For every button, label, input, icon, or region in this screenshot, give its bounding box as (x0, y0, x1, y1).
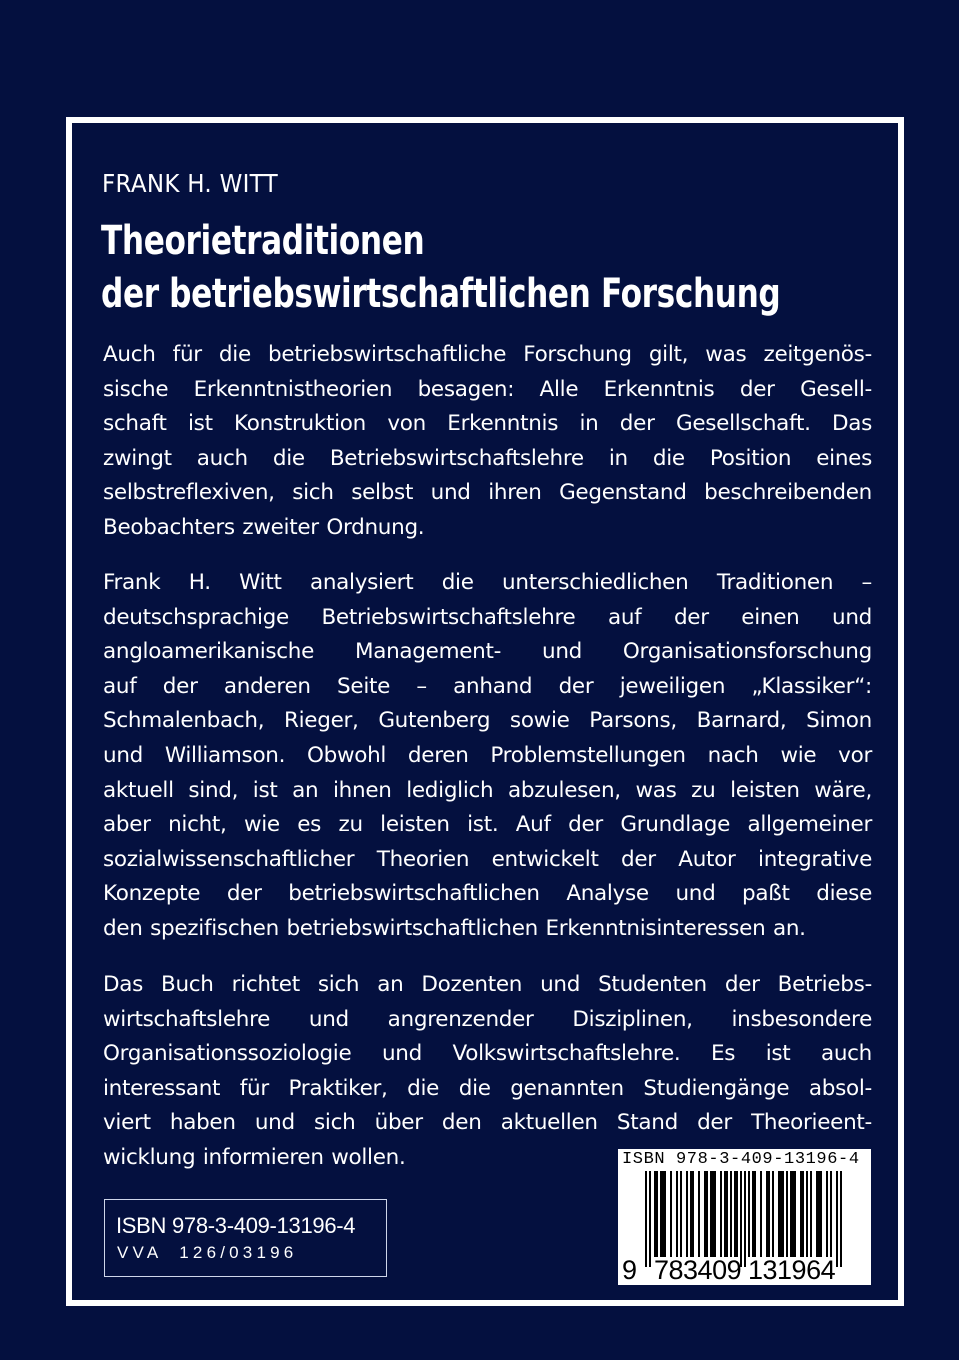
blurb-line: und Williamson. Obwohl deren Problemstellungen nach wie vor (103, 742, 872, 768)
title-line-1: Theorietraditionen (101, 218, 425, 264)
blurb-line: Beobachters zweiter Ordnung. (103, 514, 425, 540)
blurb-line: interessant für Praktiker, die die genannten Studiengänge absol- (103, 1075, 872, 1101)
blurb-line: wirtschaftslehre und angrenzender Disziplinen, insbesondere (103, 1006, 872, 1032)
blurb-line: aktuell sind, ist an ihnen lediglich abzulesen, was zu leisten wäre, (103, 777, 872, 803)
blurb-line: wicklung informieren wollen. (103, 1144, 406, 1170)
blurb-line: auf der anderen Seite – anhand der jeweiligen „Klassiker“: (103, 673, 872, 699)
barcode-digits-left: 783409 (654, 1255, 742, 1285)
blurb-line: Auch für die betriebswirtschaftliche Forschung gilt, was zeitgenös- (103, 342, 872, 367)
isbn-number: ISBN 978-3-409-13196-4 (116, 1213, 356, 1238)
blurb-paragraph-1 (103, 338, 872, 546)
blurb-line: deutschsprachige Betriebswirtschaftslehre auf der einen und (103, 604, 872, 630)
blurb-line: zwingt auch die Betriebswirtschaftslehre in die Position eines (103, 445, 872, 471)
blurb-line: Das Buch richtet sich an Dozenten und Studenten der Betriebs- (103, 972, 872, 997)
blurb-line: sische Erkenntnistheorien besagen: Alle Erkenntnis der Gesell- (103, 376, 872, 402)
blurb-line: viert haben und sich über den aktuellen Stand der Theorieent- (103, 1110, 872, 1136)
blurb-line: angloamerikanische Management- und Organisationsforschung (103, 639, 872, 665)
book-title (101, 215, 780, 321)
blurb-line: Frank H. Witt analysiert die unterschiedlichen Traditionen – (103, 570, 872, 595)
isbn-box (104, 1199, 387, 1277)
barcode-digit-first: 9 (622, 1255, 638, 1285)
order-number: VVA 126/03196 (117, 1243, 298, 1262)
blurb-line: aber nicht, wie es zu leisten ist. Auf der Grundlage allgemeiner (103, 812, 872, 838)
blurb-line: sozialwissenschaftlicher Theorien entwickelt der Autor integrative (103, 846, 872, 872)
blurb-line: Schmalenbach, Rieger, Gutenberg sowie Parsons, Barnard, Simon (103, 708, 872, 734)
author-name: FRANK H. WITT (102, 169, 278, 198)
barcode-isbn-text: ISBN 978-3-409-13196-4 (622, 1150, 860, 1169)
title-line-2: der betriebswirtschaftlichen Forschung (101, 271, 781, 317)
blurb-line: schaft ist Konstruktion von Erkenntnis in der Gesellschaft. Das (103, 411, 872, 437)
blurb-line: Organisationssoziologie und Volkswirtschaftslehre. Es ist auch (103, 1041, 872, 1067)
barcode-digits-right: 131964 (748, 1255, 836, 1285)
blurb-paragraph-2 (103, 566, 872, 947)
blurb-line: den spezifischen betriebswirtschaftlichen Erkenntnisinteressen an. (103, 915, 806, 941)
blurb-line: Konzepte der betriebswirtschaftlichen Analyse und paßt diese (103, 881, 872, 907)
blurb-line: selbstreflexiven, sich selbst und ihren Gegenstand beschreibenden (103, 480, 872, 506)
barcode-label (618, 1149, 871, 1285)
blurb-paragraph-3 (103, 968, 872, 1176)
